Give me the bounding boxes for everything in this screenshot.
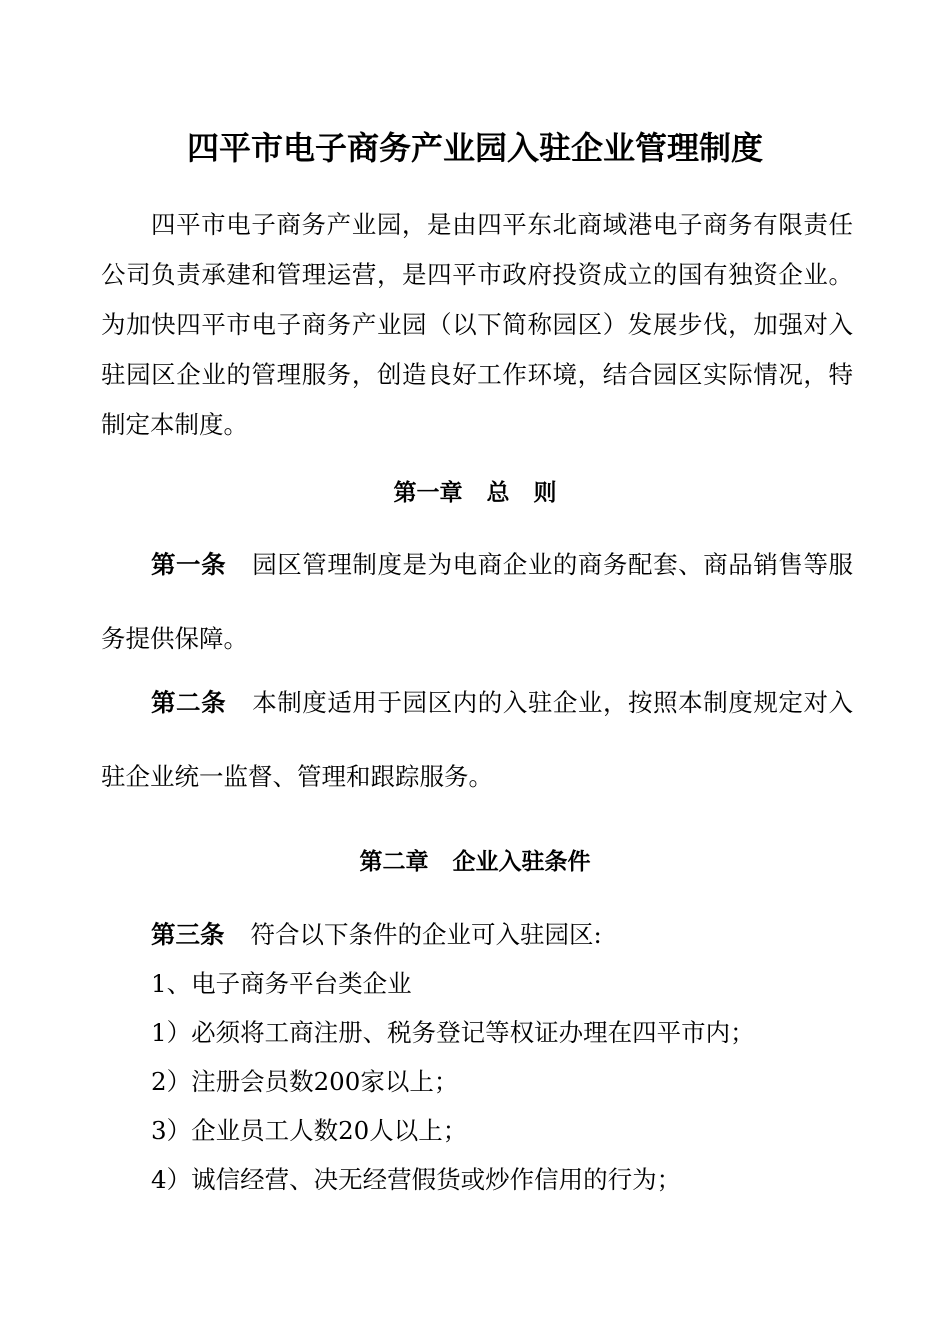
list-item: 4）诚信经营、决无经营假货或炒作信用的行为； xyxy=(151,1165,682,1194)
intro-paragraph: 四平市电子商务产业园，是由四平东北商域港电子商务有限责任公司负责承建和管理运营，是四平市政府投资成立的国有独资企业。为加快四平市电子商务产业园（以下简称园区）发展步伐，加强对入驻园区企业的管理服务，创造良好工作环境，结合园区实际情况，特制定本制度。 xyxy=(101,210,853,439)
list-item: 3）企业员工人数20人以上； xyxy=(151,1116,468,1145)
article-3-text: 符合以下条件的企业可入驻园区: xyxy=(250,920,602,949)
article-1 xyxy=(101,528,853,676)
chapter-1-name-a: 总 xyxy=(486,480,510,506)
chapter-2-heading xyxy=(0,842,950,882)
document-title: 四平市电子商务产业园入驻企业管理制度 xyxy=(186,129,763,167)
article-1-text: 园区管理制度是为电商企业的商务配套、商品销售等服务提供保障。 xyxy=(101,550,854,653)
article-2-text: 本制度适用于园区内的入驻企业，按照本制度规定对入驻企业统一监督、管理和跟踪服务。 xyxy=(101,688,854,791)
article-2-label: 第二条 xyxy=(151,688,227,717)
chapter-1-heading xyxy=(0,473,950,513)
list-item: 2）注册会员数200家以上； xyxy=(151,1067,459,1096)
article-2 xyxy=(101,666,853,814)
chapter-1-name-b: 则 xyxy=(533,480,557,506)
chapter-2-name: 企业入驻条件 xyxy=(452,849,591,875)
article-1-label: 第一条 xyxy=(151,550,227,579)
list-item: 1、电子商务平台类企业 xyxy=(151,969,412,998)
article-3-label: 第三条 xyxy=(151,920,225,949)
list-item: 1）必须将工商注册、税务登记等权证办理在四平市内； xyxy=(151,1018,755,1047)
chapter-2-number: 第二章 xyxy=(359,849,429,875)
chapter-1-number: 第一章 xyxy=(393,480,463,506)
article-3 xyxy=(151,915,851,955)
